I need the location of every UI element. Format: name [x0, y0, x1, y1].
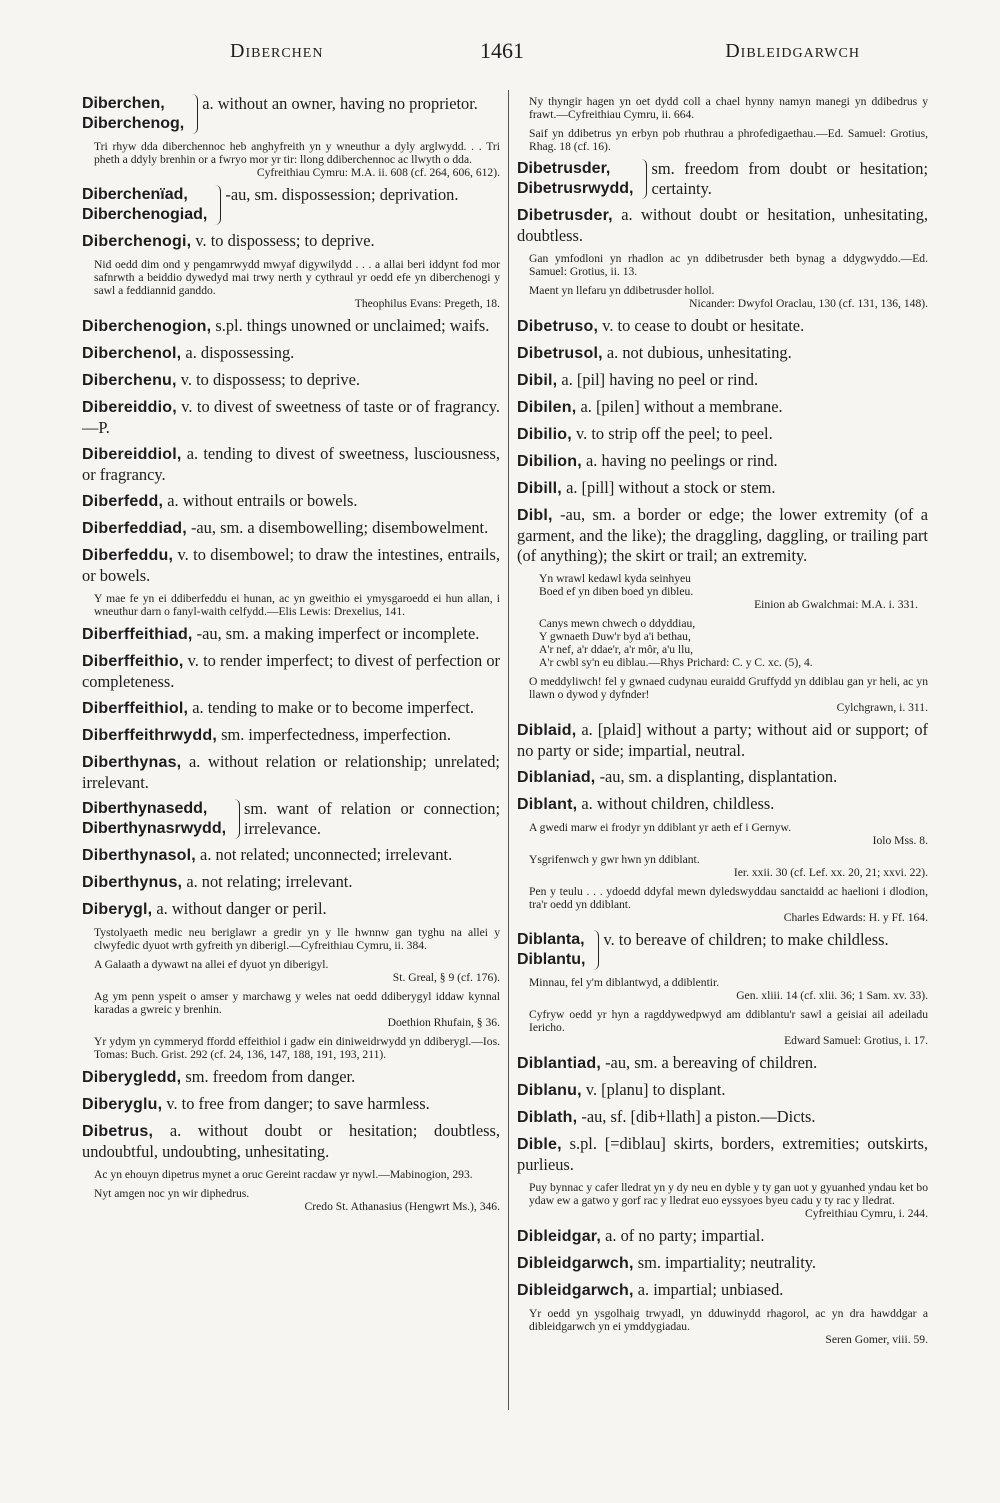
citation: Doethion Rhufain, § 36.	[387, 1016, 500, 1029]
headword: Diblanta,	[517, 931, 585, 948]
headword: Diberthynasedd,	[82, 800, 208, 817]
definition: sm. want of relation or connection; irrelevance.	[244, 799, 500, 838]
definition: v. to disembowel; to draw the intestines, entrails, or bowels.	[82, 545, 500, 585]
headword: Dible,	[517, 1136, 562, 1153]
quotation-text: Puy bynnac y cafer lledrat yn y dy neu en dyble y ty gan uot y gyuanhed yndau ket bo ydaw ew a gatwo y gorf rac y lledrat euo eyssyoes byeu cadu y ty rac y lledrat.	[529, 1181, 928, 1207]
headword: Diberfedd,	[82, 493, 164, 510]
verse-line: Yn wrawl kedawl kyda seinhyeu	[539, 572, 691, 585]
definition: a. without doubt or hesitation; doubtless, undoubtful, undoubting, unhesitating.	[82, 1121, 500, 1161]
quotation	[529, 127, 928, 153]
definition: a. [plaid] without a party; without aid or support; of no party or side; impartial, neutral.	[517, 720, 928, 760]
headword: Dibetrusol,	[517, 345, 603, 362]
quotation	[94, 958, 500, 984]
verse-quotation	[539, 617, 928, 669]
headword: Diblantu,	[517, 951, 586, 968]
definition: -au, sf. [dib+llath] a piston.—Dicts.	[581, 1107, 816, 1126]
definition: a. of no party; impartial.	[605, 1226, 765, 1245]
quotation-text: Tri rhyw dda diberchennoc heb anghyfreith yn y wneuthur a dyly arglwydd. . . Tri pheth a ddyly brenhin or a fwryo mor yr tir: llong ddiberchennoc ac llwyth o dda.	[94, 140, 500, 166]
definition: -au, sm. a making imperfect or incomplete.	[196, 624, 480, 643]
headword: Dibetruso,	[517, 318, 599, 335]
entry	[517, 1253, 928, 1274]
entry-pair	[82, 185, 500, 225]
header-right-guideword: Dibleidgarwch	[725, 40, 860, 62]
entry	[82, 624, 500, 645]
headword: Diberchen,	[82, 95, 165, 112]
quotation-text: Cyfryw oedd yr hyn a ragddywedpwyd am ddiblantu'r sawl a geisiai ail adeiladu Iericho.	[529, 1008, 928, 1034]
entry	[82, 899, 500, 920]
citation: Charles Edwards: H. y Ff. 164.	[783, 911, 928, 924]
headword: Dibilio,	[517, 426, 572, 443]
verse-line: A'r cwbl sy'n eu diblau.—Rhys Prichard: C. y C. xc. (5), 4.	[539, 656, 813, 669]
headword: Diblath,	[517, 1109, 578, 1126]
quotation	[529, 1008, 928, 1047]
entry-pair	[82, 799, 500, 839]
entry	[517, 316, 928, 337]
definition: a. without entrails or bowels.	[167, 491, 358, 510]
headword: Diberfeddiad,	[82, 520, 187, 537]
citation: Ier. xxii. 30 (cf. Lef. xx. 20, 21; xxvi. 22).	[733, 866, 928, 879]
headword-group	[517, 930, 585, 970]
quotation	[94, 990, 500, 1029]
quotation-text: O meddyliwch! fel y gwnaed cudynau euraidd Gruffydd yn ddiblau gan yr heli, ac yn llawn o dywod y dyfnder!	[529, 675, 928, 701]
quotation	[94, 926, 500, 952]
headword: Diberchenogiad,	[82, 206, 208, 223]
headword: Diberthynasol,	[82, 847, 196, 864]
quotation	[94, 592, 500, 618]
headword: Dibleidgar,	[517, 1228, 601, 1245]
entry-pair	[517, 930, 928, 970]
definition: a. [pilen] without a membrane.	[580, 397, 783, 416]
quotation-text: Pen y teulu . . . ydoedd ddyfal mewn dyledswyddau sanctaidd ac haelioni i dlodion, tra'r oedd yn ddiblant.	[529, 885, 928, 911]
citation: Credo St. Athanasius (Hengwrt Ms.), 346.	[304, 1200, 500, 1213]
headword: Diberchenogion,	[82, 318, 212, 335]
headword: Diberchenu,	[82, 372, 177, 389]
quotation-text: Tystolyaeth medic neu beriglawr a gredir yn y lle hwnnw gan tyghu na allei y clwyfedic dyuot wrth gyfreith yn diberigl.—Cyfreithiau Cymru, ii. 384.	[94, 926, 500, 952]
quotation	[529, 821, 928, 847]
quotation-text: Yr ydym yn cymmeryd ffordd effeithiol i gadw ein diniweidrwydd yn ddiberygl.—Ios. Tomas: Buch. Grist. 292 (cf. 24, 136, 147, 188, 191, 193, 211).	[94, 1035, 500, 1061]
definition: sm. freedom from doubt or hesitation; certainty.	[651, 159, 928, 198]
quotation-text: A Galaath a dywawt na allei ef dyuot yn diberigyl.	[94, 958, 329, 971]
citation: Einion ab Gwalchmai: M.A. i. 331.	[754, 598, 918, 611]
quotation-text: A gwedi marw ei frodyr yn ddiblant yr aeth ef i Gernyw.	[529, 821, 791, 834]
headword: Dibilion,	[517, 453, 582, 470]
headword: Dibetrus,	[82, 1123, 154, 1140]
headword-group	[82, 185, 207, 225]
definition: -au, sm. a border or edge; the lower extremity (of a garment, and the like); the draggling, daggling, or trailing part (of anything); the skirt or trail; an extremity.	[517, 505, 929, 565]
headword: Diberthynasrwydd,	[82, 820, 227, 837]
headword: Diberthynus,	[82, 874, 183, 891]
definition: a. tending to divest of sweetness, lusciousness, or fragrancy.	[82, 444, 500, 484]
headword: Diblanu,	[517, 1082, 582, 1099]
entry	[517, 1080, 928, 1101]
entry	[82, 651, 500, 692]
quotation-text: Y mae fe yn ei ddiberfeddu ei hunan, ac yn gweithio ei ymysgaroedd ei hun allan, i wneuthur darn o fanyl-waith celfydd.—Elis Lewis: Drexelius, 141.	[94, 592, 500, 618]
definition: v. to dispossess; to deprive.	[195, 231, 375, 250]
definition: v. to free from danger; to save harmless.	[166, 1094, 430, 1113]
entry	[82, 370, 500, 391]
quotation	[529, 885, 928, 924]
quotation-text: Ny thyngir hagen yn oet dydd coll a chael hynny namyn manegi yn ddibedrus y frawt.—Cyfreithiau Cymru, ii. 664.	[529, 95, 928, 121]
entry	[517, 343, 928, 364]
headword: Dibetrusder,	[517, 207, 613, 224]
definition: -au, sm. a bereaving of children.	[605, 1053, 818, 1072]
citation: Cyfreithiau Cymru, i. 244.	[804, 1207, 928, 1220]
headword: Diberygledd,	[82, 1069, 182, 1086]
quotation	[529, 252, 928, 278]
entry	[82, 491, 500, 512]
citation: Theophilus Evans: Pregeth, 18.	[354, 297, 500, 310]
quotation	[529, 1307, 928, 1346]
definition: -au, sm. a disembowelling; disembowelment.	[190, 518, 489, 537]
quotation	[529, 284, 928, 310]
definition: v. to strip off the peel; to peel.	[576, 424, 773, 443]
entry	[82, 845, 500, 866]
definition: a. without an owner, having no proprietor.	[202, 94, 478, 113]
quotation-text: Yr oedd yn ysgolhaig trwyadl, yn dduwinydd rhagorol, ac yn dra hawddgar a dibleidgarwch yn ei ymddygiadau.	[529, 1307, 928, 1333]
verse-line: A'r nef, a'r ddae'r, a'r môr, a'u llu,	[539, 643, 694, 656]
definition: -au, sm. a displanting, displantation.	[599, 767, 838, 786]
headword: Dibleidgarwch,	[517, 1255, 634, 1272]
definition: a. not dubious, unhesitating.	[606, 343, 792, 362]
quotation	[94, 1035, 500, 1061]
headword: Diberfeddu,	[82, 547, 174, 564]
page-header	[80, 40, 920, 70]
headword: Diberffeithiad,	[82, 626, 193, 643]
headword: Diberchenogi,	[82, 233, 192, 250]
quotation	[94, 1168, 500, 1181]
entry	[82, 872, 500, 893]
headword: Dibetrusder,	[517, 160, 611, 177]
entry	[517, 505, 928, 566]
quotation-text: Saif yn ddibetrus yn erbyn pob rhuthrau a phrofedigaethau.—Ed. Samuel: Grotius, Rhag. 18 (cf. 16).	[529, 127, 928, 153]
definition: sm. imperfectedness, imperfection.	[221, 725, 451, 744]
definition: a. without danger or peril.	[156, 899, 327, 918]
entry	[82, 1121, 500, 1162]
entry	[517, 451, 928, 472]
entry	[517, 424, 928, 445]
citation: Iolo Mss. 8.	[872, 834, 928, 847]
quotation	[94, 140, 500, 179]
entry	[517, 1226, 928, 1247]
definition: v. to bereave of children; to make childless.	[603, 930, 889, 949]
quotation-text: Ac yn ehouyn dipetrus mynet a oruc Gereint racdaw yr nywl.—Mabinogion, 293.	[94, 1168, 473, 1181]
entry-pair	[82, 94, 500, 134]
quotation	[94, 1187, 500, 1213]
quotation	[94, 258, 500, 310]
entry	[517, 720, 928, 761]
brace	[210, 185, 221, 225]
entry	[82, 444, 500, 485]
quotation-text: Ag ym penn yspeit o amser y marchawg y weles nat oedd ddiberygyl iddaw kynnal karadas a gwreic y brenhin.	[94, 990, 500, 1016]
entry	[517, 397, 928, 418]
headword: Diblaid,	[517, 722, 577, 739]
verse-line: Boed ef yn diben boed yn dibleu.	[539, 585, 694, 598]
definition: a. without doubt or hesitation, unhesitating, doubtless.	[517, 205, 928, 245]
definition: a. not related; unconnected; irrelevant.	[200, 845, 453, 864]
entry	[82, 343, 500, 364]
entry	[82, 1067, 500, 1088]
definition: v. to divest of sweetness of taste or of fragrancy.—P.	[82, 397, 500, 437]
definition: v. to render imperfect; to divest of perfection or completeness.	[82, 651, 500, 691]
headword-group	[82, 799, 226, 839]
citation: Nicander: Dwyfol Oraclau, 130 (cf. 131, 136, 148).	[689, 297, 928, 310]
brace	[588, 930, 599, 970]
quotation	[529, 675, 928, 714]
entry	[517, 370, 928, 391]
entry	[82, 397, 500, 438]
definition: a. without children, childless.	[581, 794, 775, 813]
right-column	[517, 94, 928, 1352]
definition: sm. impartiality; neutrality.	[637, 1253, 817, 1272]
citation: Edward Samuel: Grotius, i. 17.	[784, 1034, 928, 1047]
definition: a. [pil] having no peel or rind.	[561, 370, 759, 389]
header-left-guideword: Diberchen	[230, 40, 324, 62]
quotation	[529, 1181, 928, 1220]
entry	[82, 1094, 500, 1115]
entry	[517, 767, 928, 788]
quotation	[529, 95, 928, 121]
citation: Gen. xliii. 14 (cf. xlii. 36; 1 Sam. xv. 33).	[736, 989, 928, 1002]
quotation-text: Minnau, fel y'm diblantwyd, a ddiblentir.	[529, 976, 720, 989]
definition: a. impartial; unbiased.	[637, 1280, 784, 1299]
headword: Diberffeithrwydd,	[82, 727, 217, 744]
citation: Cylchgrawn, i. 311.	[836, 701, 928, 714]
entry	[517, 1134, 928, 1175]
definition: a. having no peelings or rind.	[586, 451, 778, 470]
entry	[517, 1280, 928, 1301]
entry	[82, 231, 500, 252]
definition: v. [planu] to displant.	[585, 1080, 726, 1099]
left-column	[82, 94, 500, 1219]
page-number: 1461	[480, 38, 524, 63]
headword: Diberchenol,	[82, 345, 182, 362]
headword: Diberchenog,	[82, 115, 185, 132]
entry	[517, 1107, 928, 1128]
headword: Diberthynas,	[82, 754, 182, 771]
entry	[82, 545, 500, 586]
headword: Dibilen,	[517, 399, 577, 416]
headword: Diberygl,	[82, 901, 153, 918]
entry	[82, 752, 500, 793]
definition: a. without relation or relationship; unrelated; irrelevant.	[82, 752, 500, 792]
entry	[517, 1053, 928, 1074]
entry	[82, 725, 500, 746]
verse-line: Y gwnaeth Duw'r byd a'i bethau,	[539, 630, 691, 643]
definition: sm. freedom from danger.	[185, 1067, 356, 1086]
headword: Dibetrusrwydd,	[517, 180, 634, 197]
quotation	[529, 976, 928, 1002]
entry	[82, 698, 500, 719]
headword: Dibl,	[517, 507, 553, 524]
headword-group	[517, 159, 633, 199]
definition: a. not relating; irrelevant.	[186, 872, 353, 891]
definition: a. tending to make or to become imperfect.	[192, 698, 474, 717]
definition: a. dispossessing.	[185, 343, 295, 362]
headword: Dibil,	[517, 372, 558, 389]
verse-quotation	[539, 572, 928, 611]
headword: Diberffeithiol,	[82, 700, 189, 717]
entry	[82, 316, 500, 337]
citation: St. Greal, § 9 (cf. 176).	[392, 971, 500, 984]
headword: Diblaniad,	[517, 769, 596, 786]
entry	[517, 478, 928, 499]
entry	[82, 518, 500, 539]
citation: Cyfreithiau Cymru: M.A. ii. 608 (cf. 264, 606, 612).	[256, 166, 500, 179]
headword: Diberchenïad,	[82, 186, 188, 203]
definition: v. to cease to doubt or hesitate.	[602, 316, 805, 335]
headword: Dibill,	[517, 480, 562, 497]
column-divider	[508, 90, 509, 1410]
headword: Diberyglu,	[82, 1096, 163, 1113]
quotation-text: Maent yn llefaru yn ddibetrusder hollol.	[529, 284, 715, 297]
headword: Diblantiad,	[517, 1055, 601, 1072]
brace	[229, 799, 240, 839]
quotation-text: Gan ymfodloni yn rhadlon ac yn ddibetrusder beth bynag a ddygwyddo.—Ed. Samuel: Grotius, ii. 13.	[529, 252, 928, 278]
headword: Diblant,	[517, 796, 578, 813]
definition: s.pl. [=diblau] skirts, borders, extremities; outskirts, purlieus.	[517, 1134, 928, 1174]
verse-line: Canys mewn chwech o ddyddiau,	[539, 617, 696, 630]
brace	[187, 94, 198, 134]
entry	[517, 205, 928, 246]
quotation-text: Nyt amgen noc yn wir diphedrus.	[94, 1187, 250, 1200]
quotation-text: Ysgrifenwch y gwr hwn yn ddiblant.	[529, 853, 700, 866]
headword: Dibleidgarwch,	[517, 1282, 634, 1299]
headword: Diberffeithio,	[82, 653, 184, 670]
entry-pair	[517, 159, 928, 199]
headword: Dibereiddiol,	[82, 446, 182, 463]
definition: s.pl. things unowned or unclaimed; waifs.	[215, 316, 490, 335]
entry	[517, 794, 928, 815]
quotation	[529, 853, 928, 879]
headword: Dibereiddio,	[82, 399, 177, 416]
definition: a. [pill] without a stock or stem.	[566, 478, 776, 497]
citation: Seren Gomer, viii. 59.	[825, 1333, 928, 1346]
quotation-text: Nid oedd dim ond y pengamrwydd mwyaf digywilydd . . . a allai beri iddynt fod mor safnrwth a beiddio dywedyd mai trwy nerth y cythraul yr oedd efe yn diberchenogi y sawl a feddiannid ganddo.	[94, 258, 500, 297]
definition: v. to dispossess; to deprive.	[180, 370, 361, 389]
headword-group	[82, 94, 184, 134]
definition: -au, sm. dispossession; deprivation.	[225, 185, 459, 204]
brace	[636, 159, 647, 199]
